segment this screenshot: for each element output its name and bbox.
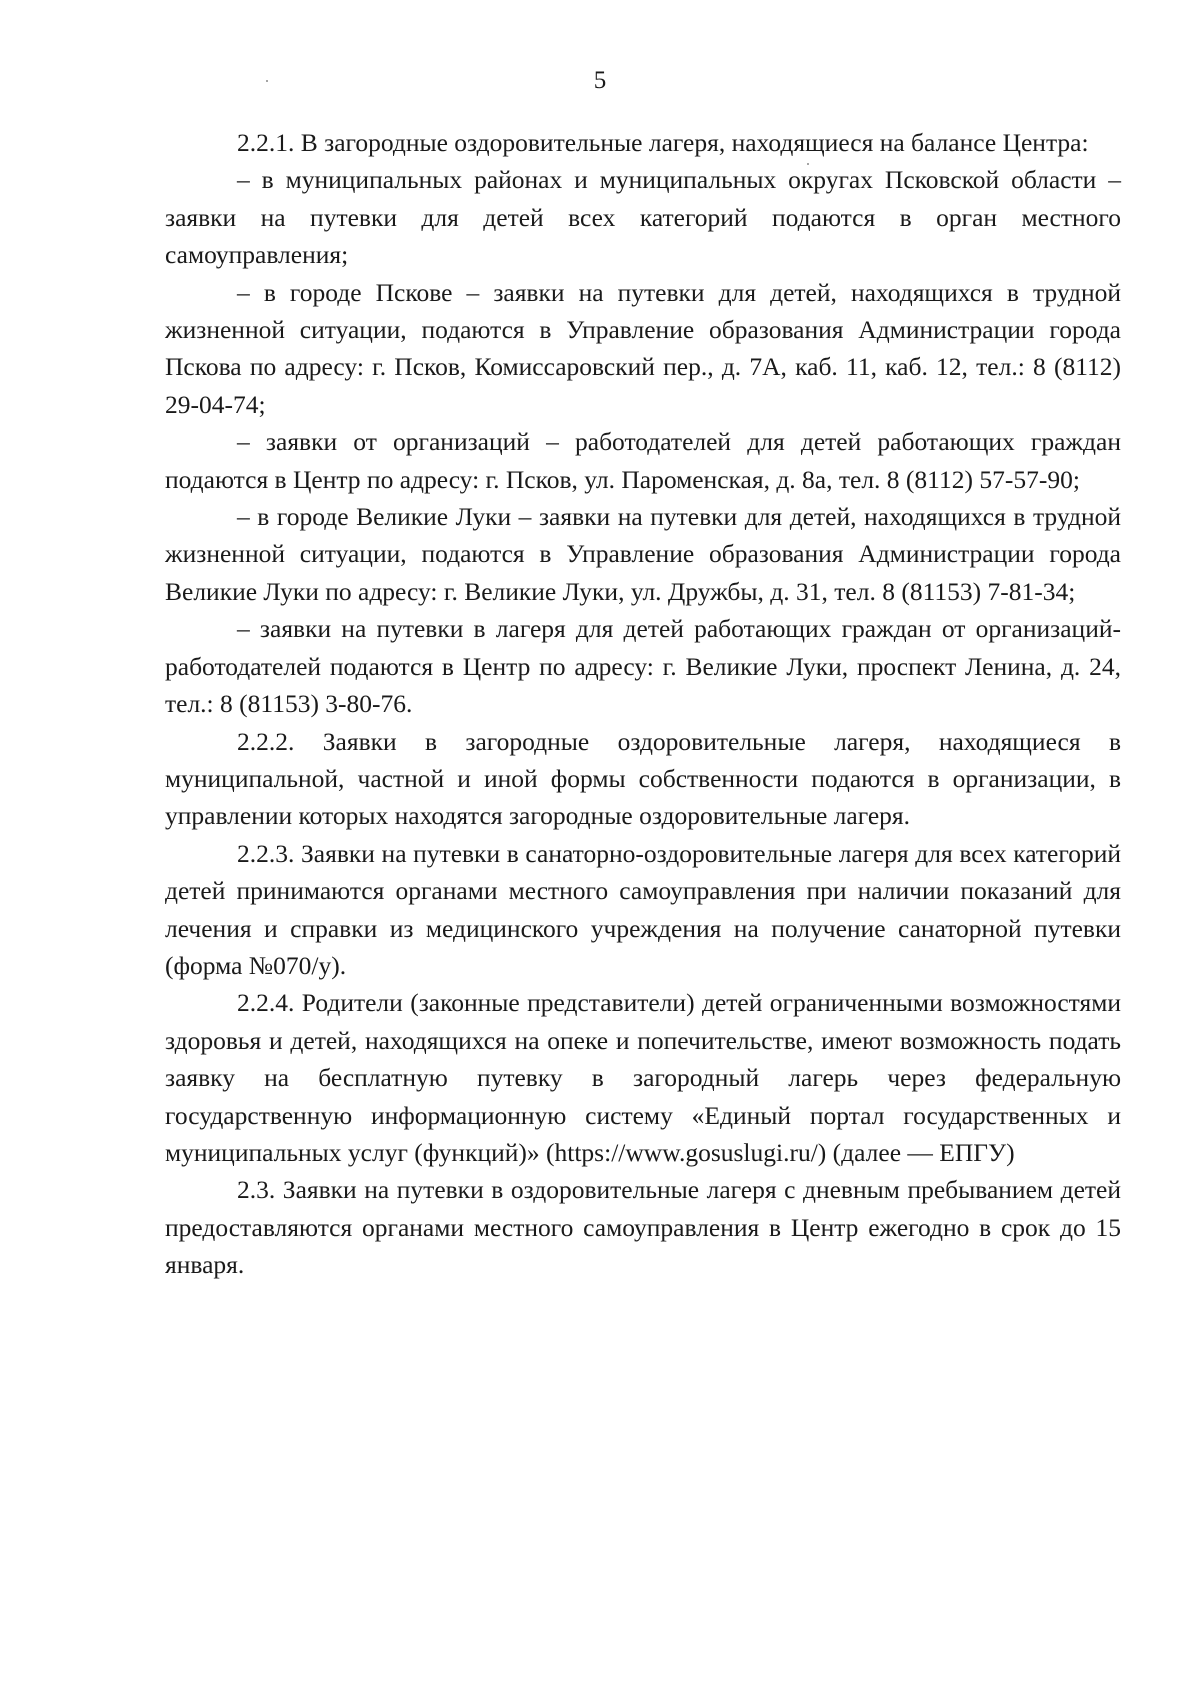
- paragraph-municipal-districts: – в муниципальных районах и муниципальных округах Псковской области – заявки на путевки для детей всех категорий подаются в орган местного самоуправления;: [165, 165, 1121, 270]
- paragraph-pskov-city: – в городе Пскове – заявки на путевки для детей, находящихся в трудной жизненной ситуации, подаются в Управление образования Администрации города Пскова по адресу: г. Псков, Комиссаровский пер., д. 7А, каб. 11, каб. 12, тел.: 8 (8112) 29-04-74;: [165, 277, 1121, 419]
- paragraph-2-2-1: 2.2.1. В загородные оздоровительные лагеря, находящиеся на балансе Центра:: [237, 128, 1089, 157]
- document-body: [165, 124, 1121, 1284]
- paragraph-2-3: 2.3. Заявки на путевки в оздоровительные лагеря с дневным пребыванием детей предоставляются органами местного самоуправления в Центр ежегодно в срок до 15 января.: [165, 1175, 1121, 1280]
- paragraph-pskov-employers: – заявки от организаций – работодателей для детей работающих граждан подаются в Центр по адресу: г. Псков, ул. Пароменская, д. 8а, тел. 8 (8112) 57-57-90;: [165, 427, 1121, 494]
- paragraph-2-2-4: 2.2.4. Родители (законные представители) детей ограниченными возможностями здоровья и детей, находящихся на опеке и попечительстве, имеют возможность подать заявку на бесплатную путевку в загородный лагерь через федеральную государственную информационную систему «Единый портал государственных и муниципальных услуг (функций)» (https://www.gosuslugi.ru/) (далее — ЕПГУ): [165, 988, 1121, 1167]
- page-number: 5: [593, 67, 607, 94]
- paragraph-velikie-luki-city: – в городе Великие Луки – заявки на путевки для детей, находящихся в трудной жизненной ситуации, подаются в Управление образования Администрации города Великие Луки по адресу: г. Великие Луки, ул. Дружбы, д. 31, тел. 8 (81153) 7-81-34;: [165, 502, 1121, 606]
- paragraph-2-2-2: 2.2.2. Заявки в загородные оздоровительные лагеря, находящиеся в муниципальной, частной и иной формы собственности подаются в организации, в управлении которых находятся загородные оздоровительные лагеря.: [165, 726, 1121, 831]
- paragraph-velikie-luki-employers: – заявки на путевки в лагеря для детей работающих граждан от организаций-работодателей подаются в Центр по адресу: г. Великие Луки, проспект Ленина, д. 24, тел.: 8 (81153) 3-80-76.: [165, 614, 1121, 719]
- paragraph-2-2-3: 2.2.3. Заявки на путевки в санаторно-оздоровительные лагеря для всех категорий детей принимаются органами местного самоуправления при наличии показаний для лечения и справки из медицинского учреждения на получение санаторной путевки (форма №070/у).: [165, 838, 1121, 980]
